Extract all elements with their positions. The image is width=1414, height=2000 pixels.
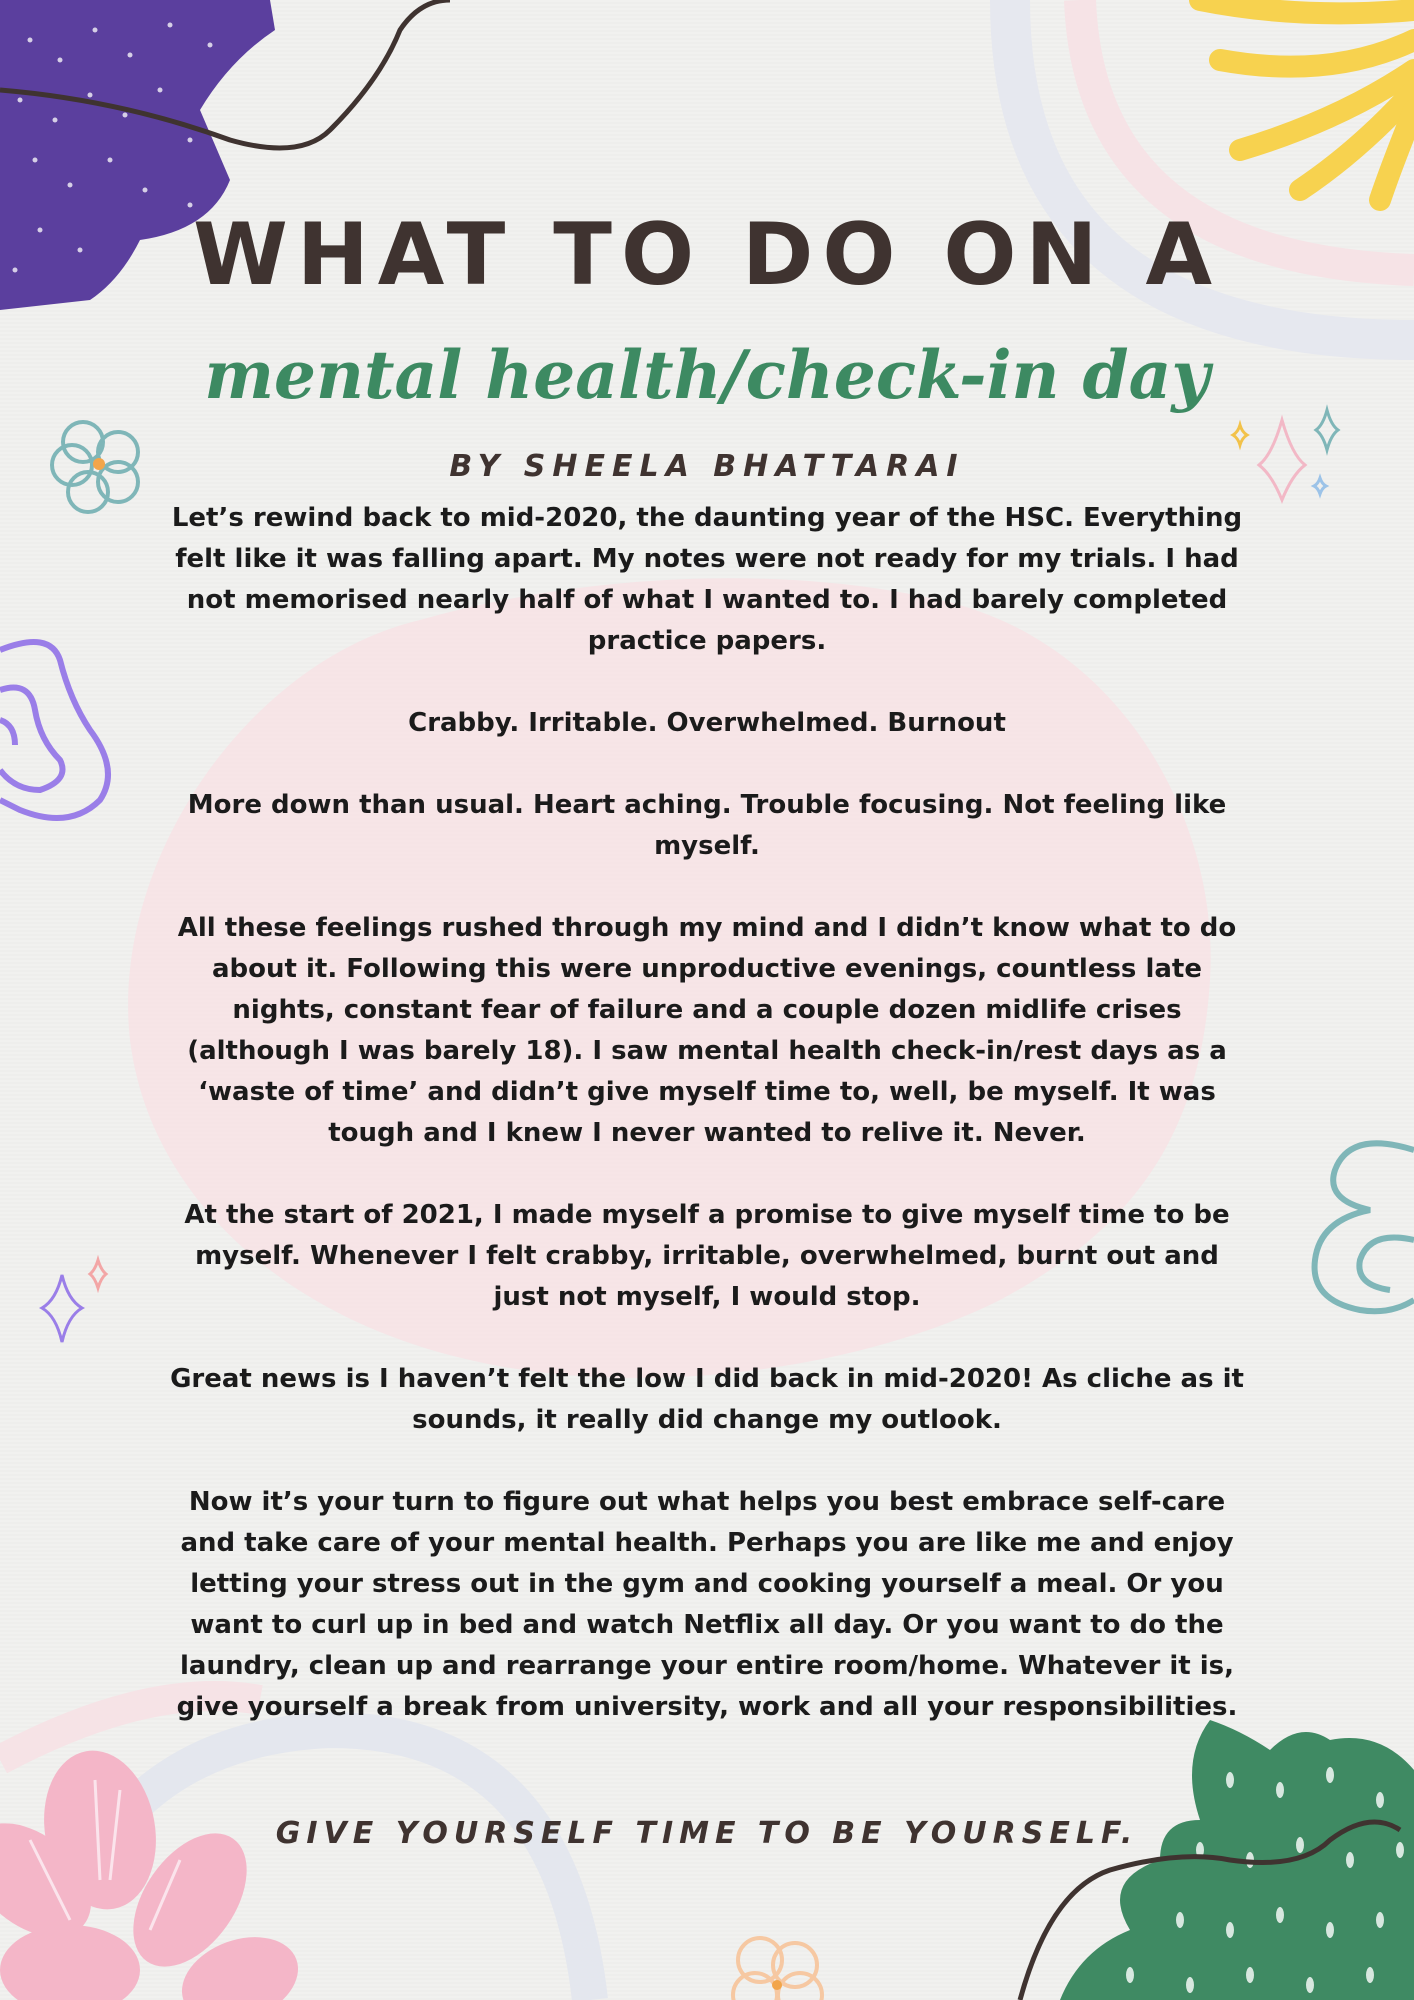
article-paragraph: Let’s rewind back to mid-2020, the daunting year of the HSC. Everything felt like it was falling apart. My notes were not ready for my trials. I had not memorised nearly half of what I wanted to. I had barely completed practice papers.	[171, 503, 1243, 656]
closing-line: GIVE YOURSELF TIME TO BE YOURSELF.	[275, 1816, 1139, 1851]
purple-swirl-left	[0, 642, 108, 818]
article-paragraph: Now it’s your turn to figure out what helps you best embrace self-care and take care of your mental health. Perhaps you are like me and enjoy letting your stress out in the gym and cooking yourself a meal. Or you want to curl up in bed and watch Netflix all day. Or you want to do the laundry, clean up and rearrange your entire room/home. Whatever it is, give yourself a break from university, work and all your responsibilities.	[176, 1487, 1238, 1722]
article-paragraph: More down than usual. Heart aching. Trouble focusing. Not feeling like myself.	[187, 790, 1227, 861]
teal-scribble-right	[1315, 1143, 1414, 1311]
orange-flower-bottom	[733, 1938, 822, 2000]
yellow-flower-top-right	[1200, 0, 1414, 200]
page-subtitle: mental health/check-in day	[204, 336, 1210, 414]
sparkles-bottom-left	[42, 1260, 106, 1342]
page-title: WHAT TO DO ON A	[192, 205, 1222, 305]
article-body	[170, 498, 1244, 1769]
author-byline: BY SHEELA BHATTARAI	[449, 449, 965, 484]
article-paragraph: Great news is I haven’t felt the low I did back in mid-2020! As cliche as it sounds, it really did change my outlook.	[170, 1364, 1244, 1435]
article-paragraph: At the start of 2021, I made myself a promise to give myself time to be myself. Whenever I felt crabby, irritable, overwhelmed, burnt out and just not myself, I would stop.	[184, 1200, 1230, 1312]
article-paragraph: Crabby. Irritable. Overwhelmed. Burnout	[408, 708, 1006, 738]
article-paragraph: All these feelings rushed through my mind and I didn’t know what to do about it. Following this were unproductive evenings, countless late nights, constant fear of failure and a couple dozen midlife crises (although I was barely 18). I saw mental health check-in/rest days as a ‘waste of time’ and didn’t give myself time to, well, be myself. It was tough and I knew I never wanted to relive it. Never.	[177, 913, 1237, 1148]
